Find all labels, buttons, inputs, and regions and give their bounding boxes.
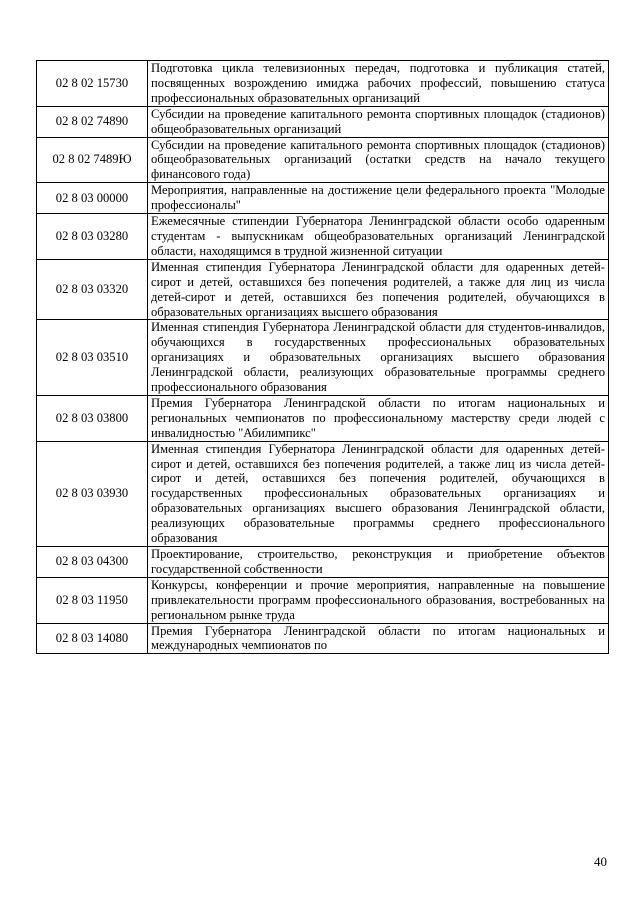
description-cell: Именная стипендия Губернатора Ленинградской области для студентов-инвалидов, обучающихся в государственных профессиональных образовательных организациях и образовательных организациях высшего образования Ленинградской области, реализующих образовательные программы среднего профессионального образования: [148, 320, 609, 396]
description-cell: Ежемесячные стипендии Губернатора Ленинградской области особо одаренным студентам - выпускникам общеобразовательных организаций Ленинградской области, находящимся в трудной жизненной ситуации: [148, 214, 609, 260]
description-cell: Именная стипендия Губернатора Ленинградской области для одаренных детей-сирот и детей, оставшихся без попечения родителей, а также лиц из числа детей-сирот и детей, оставшихся без попечения родителей, обучающихся в государственных профессиональных образовательных организациях и образовательных организациях высшего образования Ленинградской области, реализующих образовательные программы среднего профессионального образования: [148, 441, 609, 546]
table-row: [37, 395, 609, 441]
code-cell: 02 8 03 03930: [37, 441, 148, 546]
table-row: [37, 137, 609, 183]
table-row: [37, 61, 609, 107]
description-cell: Премия Губернатора Ленинградской области по итогам национальных и международных чемпионатов по: [148, 623, 609, 654]
description-cell: Конкурсы, конференции и прочие мероприятия, направленные на повышение привлекательности программ профессионального образования, востребованных на региональном рынке труда: [148, 577, 609, 623]
budget-codes-table: [36, 60, 609, 654]
code-cell: 02 8 03 04300: [37, 547, 148, 578]
table-row: [37, 320, 609, 396]
code-cell: 02 8 03 00000: [37, 183, 148, 214]
code-cell: 02 8 02 74890: [37, 106, 148, 137]
code-cell: 02 8 03 03510: [37, 320, 148, 396]
description-cell: Субсидии на проведение капитального ремонта спортивных площадок (стадионов) общеобразовательных организаций (остатки средств на начало текущего финансового года): [148, 137, 609, 183]
table-row: [37, 183, 609, 214]
table-row: [37, 441, 609, 546]
code-cell: 02 8 02 15730: [37, 61, 148, 107]
code-cell: 02 8 02 7489Ю: [37, 137, 148, 183]
description-cell: Премия Губернатора Ленинградской области по итогам национальных и региональных чемпионатов по профессиональному мастерству среди людей с инвалидностью "Абилимпикс": [148, 395, 609, 441]
code-cell: 02 8 03 14080: [37, 623, 148, 654]
code-cell: 02 8 03 03800: [37, 395, 148, 441]
table-row: [37, 577, 609, 623]
description-cell: Мероприятия, направленные на достижение цели федерального проекта "Молодые профессионалы": [148, 183, 609, 214]
table-row: [37, 214, 609, 260]
page-number: 40: [594, 854, 607, 869]
description-cell: Именная стипендия Губернатора Ленинградской области для одаренных детей-сирот и детей, оставшихся без попечения родителей, а также для лиц из числа детей-сирот и детей, оставшихся без попечения родителей, обучающихся в образовательных организациях высшего образования: [148, 259, 609, 320]
table-row: [37, 623, 609, 654]
description-cell: Субсидии на проведение капитального ремонта спортивных площадок (стадионов) общеобразовательных организаций: [148, 106, 609, 137]
table-row: [37, 259, 609, 320]
description-cell: Подготовка цикла телевизионных передач, подготовка и публикация статей, посвященных возрождению имиджа рабочих профессий, повышению статуса профессиональных образовательных организаций: [148, 61, 609, 107]
code-cell: 02 8 03 03280: [37, 214, 148, 260]
table-row: [37, 106, 609, 137]
table-row: [37, 547, 609, 578]
code-cell: 02 8 03 03320: [37, 259, 148, 320]
code-cell: 02 8 03 11950: [37, 577, 148, 623]
description-cell: Проектирование, строительство, реконструкция и приобретение объектов государственной собственности: [148, 547, 609, 578]
